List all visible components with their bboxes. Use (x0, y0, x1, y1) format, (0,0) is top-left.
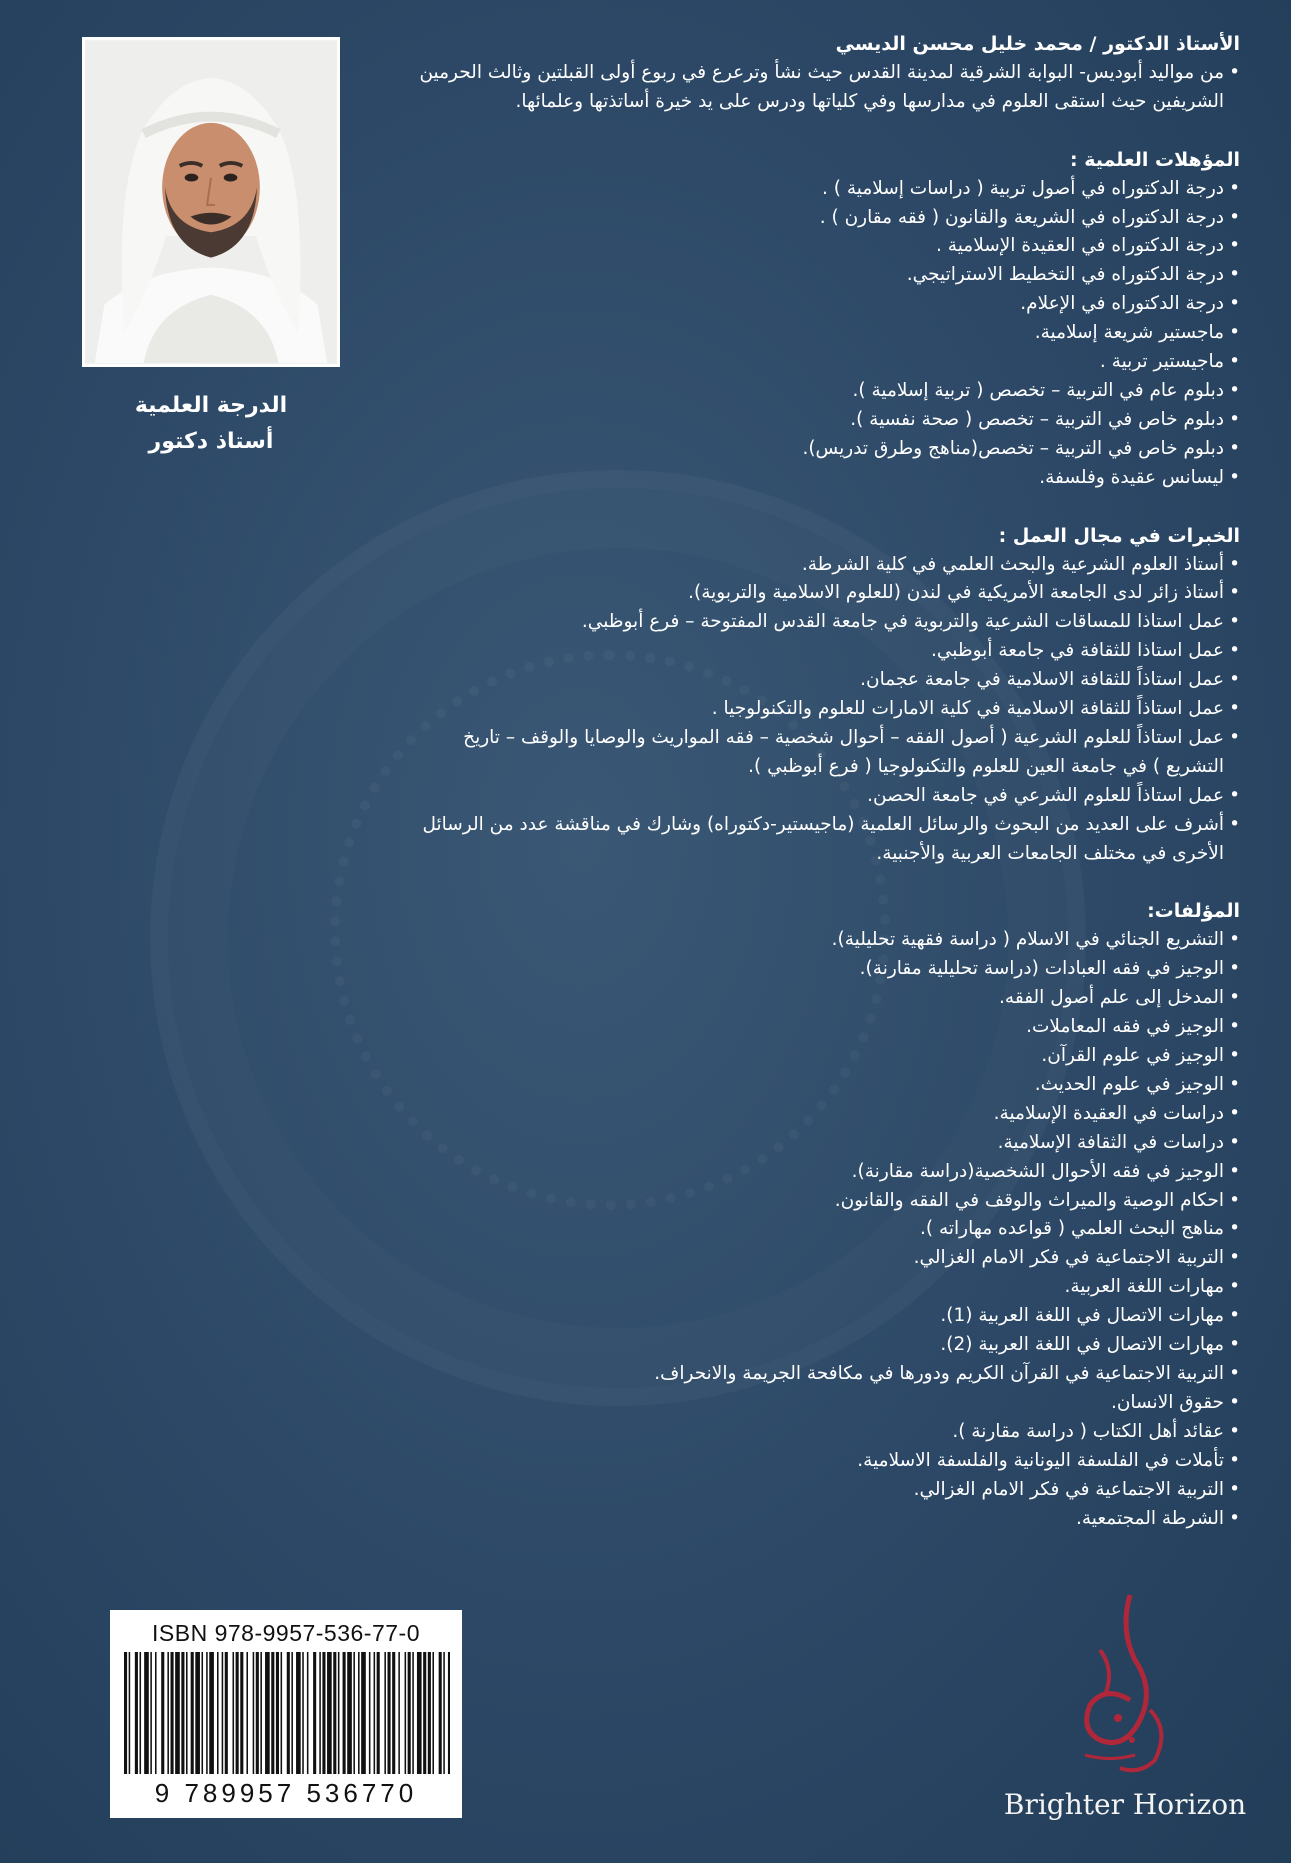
barcode-bar (265, 1652, 270, 1774)
list-item: • التشريع الجنائي في الاسلام ( دراسة فقهية تحليلية). (400, 926, 1240, 955)
barcode-bar (417, 1652, 422, 1774)
barcode-bar (302, 1652, 304, 1774)
qualifications-heading: المؤهلات العلمية : (1070, 148, 1240, 171)
barcode-bar (443, 1652, 445, 1774)
barcode-bar (186, 1652, 188, 1774)
barcode-bar (428, 1652, 431, 1774)
list-item: • ماجيستير تربية . (400, 348, 1240, 377)
barcode-bar (135, 1652, 138, 1774)
list-item: • الوجيز في فقه العبادات (دراسة تحليلية مقارنة). (400, 955, 1240, 984)
barcode-bar (448, 1652, 450, 1774)
publisher-name: Brighter Horizon (1003, 1788, 1247, 1821)
isbn-barcode (110, 1610, 462, 1818)
list-item: • عمل استاذاً للعلوم الشرعية ( أصول الفقه – أحوال شخصية – فقه المواريث والوصايا والوقف – تاريخ التشريع ) في جامعة العين للعلوم والتكنولوجيا ( فرع أبوظبي ). (400, 724, 1240, 782)
barcode-bar (271, 1652, 274, 1774)
list-item: • دراسات في العقيدة الإسلامية. (400, 1100, 1240, 1129)
publisher-calligraphy-logo (1060, 1590, 1190, 1780)
publications-list (400, 926, 1240, 1533)
barcode-bar (225, 1652, 228, 1774)
author-portrait-image (85, 40, 337, 364)
barcode-bar (347, 1652, 352, 1774)
list-item: • أشرف على العديد من البحوث والرسائل العلمية (ماجيستير-دكتوراه) وشارك في مناقشة عدد من الرسائل الأخرى في مختلف الجامعات العربية والأجنبية. (400, 811, 1240, 869)
list-item: • الشرطة المجتمعية. (400, 1505, 1240, 1534)
experience-list (400, 551, 1240, 869)
list-item: • عمل استاذاً للثقافة الاسلامية في كلية الامارات للعلوم والتكنولوجيا . (400, 695, 1240, 724)
author-section (400, 30, 1240, 117)
list-item: • درجة الدكتوراه في العقيدة الإسلامية . (400, 232, 1240, 261)
author-heading: الأستاذ الدكتور / محمد خليل محسن الديسي (835, 33, 1240, 55)
barcode-bar (124, 1652, 127, 1774)
list-item: • ليسانس عقيدة وفلسفة. (400, 464, 1240, 493)
barcode-bar (353, 1652, 355, 1774)
list-item: • التربية الاجتماعية في فكر الامام الغزالي. (400, 1244, 1240, 1273)
barcode-bar (155, 1652, 157, 1774)
barcode-bar (377, 1652, 380, 1774)
author-photo (82, 37, 340, 367)
barcode-bar (140, 1652, 142, 1774)
list-item: • التربية الاجتماعية في القرآن الكريم ودورها في مكافحة الجريمة والانحراف. (400, 1360, 1240, 1389)
barcode-bar (287, 1652, 290, 1774)
list-item: • درجة الدكتوراه في أصول تربية ( دراسات إسلامية ) . (400, 175, 1240, 204)
barcode-bar (217, 1652, 219, 1774)
list-item: • مهارات الاتصال في اللغة العربية (1). (400, 1302, 1240, 1331)
barcode-bar (361, 1652, 366, 1774)
list-item: • التربية الاجتماعية في فكر الامام الغزالي. (400, 1476, 1240, 1505)
list-item: • عمل استاذاً للعلوم الشرعي في جامعة الحصن. (400, 782, 1240, 811)
barcode-bars (122, 1652, 450, 1774)
barcode-bar (222, 1652, 224, 1774)
author-bio-list (400, 59, 1240, 117)
barcode-bar (439, 1652, 442, 1774)
list-item: • عمل استاذا للمساقات الشرعية والتربوية في جامعة القدس المفتوحة – فرع أبوظبي. (400, 608, 1240, 637)
degree-value: أستاذ دكتور (148, 429, 274, 454)
list-item: • مهارات اللغة العربية. (400, 1273, 1240, 1302)
barcode-bar (209, 1652, 214, 1774)
list-item: • أستاذ العلوم الشرعية والبحث العلمي في كلية الشرطة. (400, 551, 1240, 580)
list-item: • دبلوم خاص في التربية – تخصص(مناهج وطرق تدريس). (400, 435, 1240, 464)
barcode-bar (246, 1652, 248, 1774)
barcode-bar (171, 1652, 174, 1774)
list-item: • دراسات في الثقافة الإسلامية. (400, 1129, 1240, 1158)
barcode-bar (181, 1652, 184, 1774)
barcode-bar (343, 1652, 346, 1774)
list-item: • حقوق الانسان. (400, 1389, 1240, 1418)
experience-heading: الخبرات في مجال العمل : (998, 524, 1240, 547)
barcode-bar (327, 1652, 332, 1774)
barcode-bar (191, 1652, 194, 1774)
barcode-bar (240, 1652, 243, 1774)
barcode-bar (412, 1652, 414, 1774)
barcode-bar (358, 1652, 360, 1774)
list-item: • دبلوم خاص في التربية – تخصص ( صحة نفسية ). (400, 406, 1240, 435)
list-item: • الوجيز في فقه الأحوال الشخصية(دراسة مقارنة). (400, 1158, 1240, 1187)
barcode-bar (144, 1652, 149, 1774)
barcode-bar (408, 1652, 411, 1774)
list-item: • الوجيز في علوم القرآن. (400, 1042, 1240, 1071)
barcode-bar (150, 1652, 152, 1774)
list-item: • مهارات الاتصال في اللغة العربية (2). (400, 1331, 1240, 1360)
barcode-bar (319, 1652, 321, 1774)
list-item: • احكام الوصية والميراث والوقف في الفقه والقانون. (400, 1187, 1240, 1216)
barcode-bar (236, 1652, 239, 1774)
list-item: • درجة الدكتوراه في التخطيط الاستراتيجي. (400, 261, 1240, 290)
barcode-bar (256, 1652, 259, 1774)
publications-section (400, 897, 1240, 1533)
barcode-bar (322, 1652, 325, 1774)
list-item: • درجة الدكتوراه في الإعلام. (400, 290, 1240, 319)
barcode-bar (260, 1652, 262, 1774)
list-item: • عمل استاذا للثقافة في جامعة أبوظبي. (400, 637, 1240, 666)
barcode-bar (432, 1652, 434, 1774)
list-item: • مناهج البحث العلمي ( قواعده مهاراته ). (400, 1215, 1240, 1244)
list-item: • درجة الدكتوراه في الشريعة والقانون ( فقه مقارن ) . (400, 204, 1240, 233)
list-item: • تأملات في الفلسفة اليونانية والفلسفة الاسلامية. (400, 1447, 1240, 1476)
barcode-bar (307, 1652, 309, 1774)
barcode-bar (388, 1652, 391, 1774)
barcode-bar (175, 1652, 180, 1774)
barcode-bar (313, 1652, 316, 1774)
publications-heading: المؤلفات: (1147, 900, 1240, 923)
qualifications-list (400, 175, 1240, 493)
barcode-bar (374, 1652, 376, 1774)
list-item: • الوجيز في فقه المعاملات. (400, 1013, 1240, 1042)
barcode-bar (291, 1652, 293, 1774)
list-item: • دبلوم عام في التربية – تخصص ( تربية إسلامية ). (400, 377, 1240, 406)
barcode-bar (405, 1652, 407, 1774)
list-item: • عقائد أهل الكتاب ( دراسة مقارنة ). (400, 1418, 1240, 1447)
barcode-bar (233, 1652, 235, 1774)
barcode-bar (398, 1652, 400, 1774)
barcode-bar (333, 1652, 336, 1774)
barcode-bar (195, 1652, 200, 1774)
barcode-bar (276, 1652, 279, 1774)
degree-label: الدرجة العلمية (134, 393, 288, 418)
qualifications-section (400, 146, 1240, 493)
barcode-bar (206, 1652, 208, 1774)
list-item: • ماجستير شريعة إسلامية. (400, 319, 1240, 348)
barcode-bar (253, 1652, 255, 1774)
list-item: • عمل استاذاً للثقافة الاسلامية في جامعة عجمان. (400, 666, 1240, 695)
barcode-bar (129, 1652, 131, 1774)
degree-block (82, 388, 340, 460)
list-item: • الوجيز في علوم الحديث. (400, 1071, 1240, 1100)
author-bio: • من مواليد أبوديس- البوابة الشرقية لمدينة القدس حيث نشأ وترعرع في ربوع أولى القبلتين وثالث الحرمين الشريفين حيث استقى العلوم في مدارسها وفي كلياتها ودرس على يد خيرة أساتذتها وعلمائها. (400, 59, 1240, 117)
barcode-bar (167, 1652, 169, 1774)
barcode-bar (384, 1652, 386, 1774)
barcode-bar (338, 1652, 340, 1774)
list-item: • المدخل إلى علم أصول الفقه. (400, 984, 1240, 1013)
barcode-bar (202, 1652, 204, 1774)
biography-content (400, 30, 1240, 1562)
barcode-bar (296, 1652, 301, 1774)
barcode-bar (392, 1652, 395, 1774)
barcode-bar (369, 1652, 371, 1774)
isbn-digits: 9 789957 536770 (154, 1778, 418, 1808)
barcode-bar (161, 1652, 164, 1774)
experience-section (400, 522, 1240, 869)
barcode-bar (423, 1652, 426, 1774)
list-item: • أستاذ زائر لدى الجامعة الأمريكية في لندن (للعلوم الاسلامية والتربوية). (400, 579, 1240, 608)
isbn-label: ISBN 978-9957-536-77-0 (152, 1620, 420, 1646)
barcode-bar (281, 1652, 283, 1774)
